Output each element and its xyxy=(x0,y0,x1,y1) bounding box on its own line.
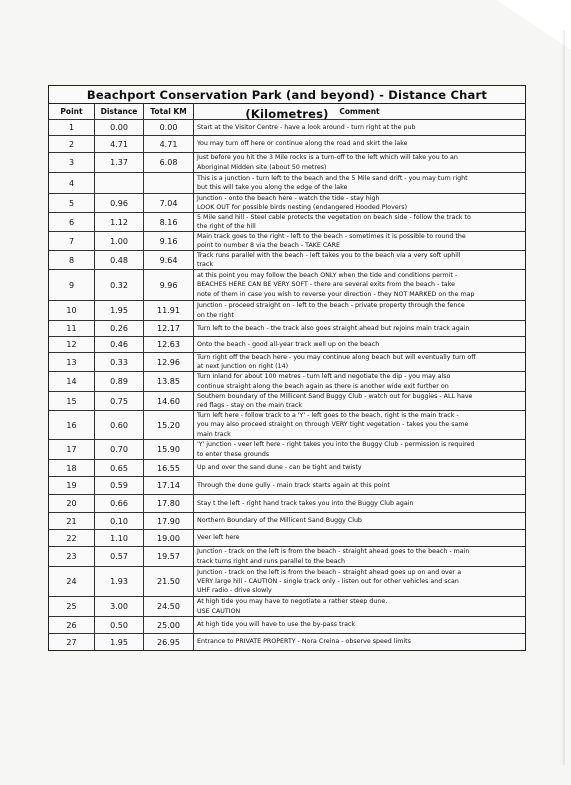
distance-cell: 0.59 xyxy=(95,477,144,494)
header-row xyxy=(49,104,525,120)
point-cell: 27 xyxy=(49,634,95,650)
table-row xyxy=(49,530,525,547)
total-km-cell: 25.00 xyxy=(144,617,194,633)
distance-cell: 0.66 xyxy=(95,495,144,512)
table-row xyxy=(49,495,525,513)
total-km-cell: 17.90 xyxy=(144,513,194,529)
total-km-cell: 15.20 xyxy=(144,411,194,439)
comment-cell: at this point you may follow the beach ONLY when the tide and conditions permit - BEACHES HERE CAN BE VERY SOFT - there are several exits from the beach - take note of them in case you wish to reverse your direction - they NOT MARKED on the map xyxy=(197,272,475,298)
point-cell: 14 xyxy=(49,372,95,391)
total-km-cell: 16.55 xyxy=(144,460,194,476)
point-cell: 8 xyxy=(49,251,95,269)
total-km-cell: 12.96 xyxy=(144,353,194,371)
comment-cell: Junction - track on the left is from the beach - straight ahead goes to the beach - main track turns right and runs parallel to the beach xyxy=(197,548,470,565)
distance-cell: 0.60 xyxy=(95,411,144,439)
comment-cell: At high tide you will have to use the by-pass track xyxy=(197,621,356,629)
table-row xyxy=(49,392,525,411)
total-km-cell: 9.16 xyxy=(144,232,194,250)
distance-cell: 0.75 xyxy=(95,392,144,410)
comment-cell: Through the dune gully - main track starts again at this point xyxy=(197,481,390,489)
comment-cell: Turn left here - follow track to a 'Y' - left goes to the beach, right is the main track - you may also proceed straight on through VERY tight vegetation - takes you the same main track xyxy=(197,412,469,438)
table-row xyxy=(49,597,525,617)
comment-cell: Track runs parallel with the beach - left takes you to the beach via a very soft uphill track xyxy=(197,251,461,268)
comment-cell: 'Y' junction - veer left here - right takes you into the Buggy Club - permission is required to enter these grounds xyxy=(197,441,475,458)
point-cell: 4 xyxy=(49,173,95,193)
distance-cell: 3.00 xyxy=(95,597,144,616)
comment-cell: Main track goes to the right - left to the beach - sometimes it is possible to round the point to number 8 via the beach - TAKE CARE xyxy=(197,232,466,249)
point-cell: 12 xyxy=(49,337,95,352)
distance-chart-table xyxy=(48,85,526,651)
table-row xyxy=(49,173,525,194)
point-cell: 2 xyxy=(49,136,95,152)
point-cell: 1 xyxy=(49,120,95,135)
total-km-cell: 4.71 xyxy=(144,136,194,152)
distance-cell: 0.57 xyxy=(95,547,144,566)
distance-cell: 0.32 xyxy=(95,270,144,300)
total-km-cell: 19.57 xyxy=(144,547,194,566)
comment-cell: Junction - track on the left is from the beach - straight ahead goes up on and over a VERY large hill - CAUTION - single track only - listen out for other vehicles and scan UHF radio - drive slowly xyxy=(197,568,462,595)
total-km-cell: 8.16 xyxy=(144,213,194,231)
total-km-cell: 13.85 xyxy=(144,372,194,391)
table-row xyxy=(49,634,525,650)
header-comment: Comment xyxy=(339,107,380,116)
header-distance: Distance xyxy=(95,104,144,119)
distance-cell xyxy=(95,173,144,193)
table-row xyxy=(49,372,525,392)
table-row xyxy=(49,251,525,270)
point-cell: 18 xyxy=(49,460,95,476)
distance-cell: 1.37 xyxy=(95,153,144,172)
total-km-cell: 24.50 xyxy=(144,597,194,616)
distance-cell: 1.95 xyxy=(95,634,144,650)
total-km-cell: 26.95 xyxy=(144,634,194,650)
distance-cell: 0.33 xyxy=(95,353,144,371)
total-km-cell: 17.14 xyxy=(144,477,194,494)
comment-cell: Southern boundary of the Millicent Sand Buggy Club - watch out for buggies - ALL have red flags - stay on the main track xyxy=(197,392,473,409)
point-cell: 19 xyxy=(49,477,95,494)
comment-cell: Turn inland for about 100 metres - turn left and negotiate the dip - you may also continue straight along the beach again as there is another wide exit further on xyxy=(197,373,451,390)
chart-title: Beachport Conservation Park (and beyond) - Distance Chart (Kilometres) xyxy=(49,86,525,104)
comment-cell: Onto the beach - good all-year track well up on the beach xyxy=(197,340,380,348)
distance-cell: 0.70 xyxy=(95,440,144,459)
table-row xyxy=(49,270,525,301)
page-corner-fold xyxy=(451,0,571,50)
table-row xyxy=(49,353,525,372)
point-cell: 6 xyxy=(49,213,95,231)
total-km-cell: 9.64 xyxy=(144,251,194,269)
total-km-cell: 21.50 xyxy=(144,567,194,596)
total-km-cell: 6.08 xyxy=(144,153,194,172)
total-km-cell: 7.04 xyxy=(144,194,194,212)
distance-cell: 1.95 xyxy=(95,301,144,320)
table-row xyxy=(49,153,525,173)
header-point: Point xyxy=(49,104,95,119)
comment-cell: You may turn off here or continue along the road and skirt the lake xyxy=(197,140,408,148)
header-total-km: Total KM xyxy=(144,104,194,119)
comment-cell: Veer left here xyxy=(197,534,240,542)
comment-cell: Up and over the sand dune - can be tight and twisty xyxy=(197,464,362,472)
total-km-cell: 17.80 xyxy=(144,495,194,512)
total-km-cell: 19.00 xyxy=(144,530,194,546)
table-row xyxy=(49,547,525,567)
table-row xyxy=(49,337,525,353)
distance-cell: 0.96 xyxy=(95,194,144,212)
point-cell: 5 xyxy=(49,194,95,212)
distance-cell: 0.26 xyxy=(95,321,144,336)
comment-cell: 5 Mile sand hill - Steel cable protects the vegetation on beach side - follow the track to the right of the hill xyxy=(197,213,471,230)
total-km-cell: 0.00 xyxy=(144,120,194,135)
comment-cell: Northern Boundary of the Millicent Sand Buggy Club xyxy=(197,517,362,525)
distance-cell: 0.00 xyxy=(95,120,144,135)
comment-cell: Just before you hit the 3 Mile rocks is a turn-off to the left which will take you to an Aboriginal Midden site (about 50 metres) xyxy=(197,154,458,171)
point-cell: 23 xyxy=(49,547,95,566)
point-cell: 20 xyxy=(49,495,95,512)
total-km-cell xyxy=(144,173,194,193)
point-cell: 13 xyxy=(49,353,95,371)
table-row xyxy=(49,477,525,495)
distance-cell: 0.50 xyxy=(95,617,144,633)
comment-cell: This is a junction - turn left to the beach and the 5 Mile sand drift - you may turn right but this will take you along the edge of the lake xyxy=(197,174,468,191)
table-row xyxy=(49,411,525,440)
distance-cell: 0.10 xyxy=(95,513,144,529)
total-km-cell: 11.91 xyxy=(144,301,194,320)
comment-cell: Turn right off the beach here - you may continue along beach but will eventually turn off at next junction on right (14) xyxy=(197,353,476,370)
page-edge-shadow xyxy=(561,30,565,765)
comment-cell: Entrance to PRIVATE PROPERTY - Nora Creina - observe speed limits xyxy=(197,638,411,646)
table-row xyxy=(49,617,525,634)
distance-cell: 1.93 xyxy=(95,567,144,596)
point-cell: 22 xyxy=(49,530,95,546)
point-cell: 15 xyxy=(49,392,95,410)
point-cell: 7 xyxy=(49,232,95,250)
point-cell: 10 xyxy=(49,301,95,320)
point-cell: 9 xyxy=(49,270,95,300)
point-cell: 16 xyxy=(49,411,95,439)
distance-cell: 1.12 xyxy=(95,213,144,231)
distance-cell: 0.48 xyxy=(95,251,144,269)
distance-cell: 1.10 xyxy=(95,530,144,546)
point-cell: 11 xyxy=(49,321,95,336)
total-km-cell: 9.96 xyxy=(144,270,194,300)
point-cell: 26 xyxy=(49,617,95,633)
total-km-cell: 12.63 xyxy=(144,337,194,352)
distance-cell: 4.71 xyxy=(95,136,144,152)
total-km-cell: 12.17 xyxy=(144,321,194,336)
point-cell: 24 xyxy=(49,567,95,596)
total-km-cell: 15.90 xyxy=(144,440,194,459)
comment-cell: Junction - onto the beach here - watch the tide - stay high LOOK OUT for possible birds nesting (endangered Hooded Plovers) xyxy=(197,194,408,211)
point-cell: 25 xyxy=(49,597,95,616)
table-row xyxy=(49,301,525,321)
point-cell: 3 xyxy=(49,153,95,172)
table-row xyxy=(49,513,525,530)
table-row xyxy=(49,136,525,153)
table-body xyxy=(49,120,525,650)
table-row xyxy=(49,460,525,477)
table-row xyxy=(49,194,525,213)
table-row xyxy=(49,232,525,251)
comment-cell: Start at the Visitor Centre - have a look around - turn right at the pub xyxy=(197,123,416,131)
table-row xyxy=(49,321,525,337)
table-row xyxy=(49,213,525,232)
comment-cell: Junction - proceed straight on - left to the beach - private property through the fence on the right xyxy=(197,302,465,319)
total-km-cell: 14.60 xyxy=(144,392,194,410)
table-row xyxy=(49,120,525,136)
comment-cell: At high tide you may have to negotiate a rather steep dune. USE CAUTION xyxy=(197,598,388,615)
comment-cell: Turn left to the beach - the track also goes straight ahead but rejoins main track again xyxy=(197,324,470,332)
point-cell: 21 xyxy=(49,513,95,529)
comment-cell: Stay t the left - right hand track takes you into the Buggy Club again xyxy=(197,499,414,507)
distance-cell: 0.46 xyxy=(95,337,144,352)
table-row xyxy=(49,567,525,597)
distance-cell: 0.89 xyxy=(95,372,144,391)
table-row xyxy=(49,440,525,460)
point-cell: 17 xyxy=(49,440,95,459)
distance-cell: 0.65 xyxy=(95,460,144,476)
distance-cell: 1.00 xyxy=(95,232,144,250)
